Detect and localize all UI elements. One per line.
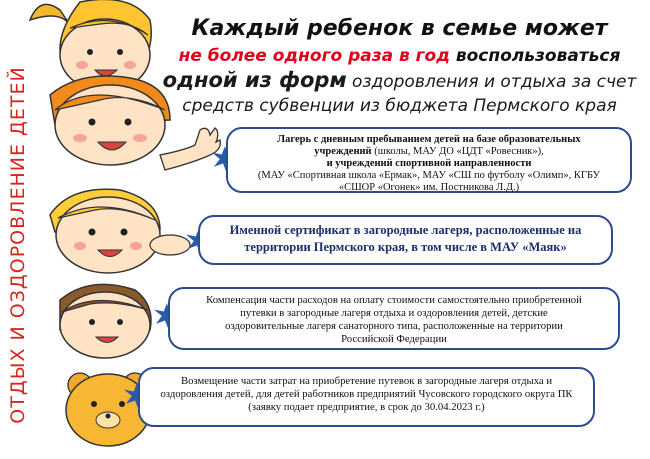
- box3-line-3: оздоровительные лагеря санаторного типа, расположенные на территории: [225, 320, 563, 332]
- box2-line-2: территории Пермского края, в том числе в МАУ «Маяк»: [244, 240, 567, 254]
- option-box-certificate: [198, 215, 613, 265]
- option-box-day-camp: [226, 127, 632, 193]
- box3-line-4: Российской Федерации: [341, 333, 447, 345]
- option-box-reimbursement: [138, 367, 595, 427]
- box4-line-3: (заявку подает предприятие, в срок до 30.04.2023 г.): [248, 401, 485, 413]
- child-face-4: [60, 284, 151, 358]
- box4-line-1: Возмещение части затрат на приобретение путевок в загородные лагеря отдыха и: [180, 375, 553, 387]
- box2-line-1: Именной сертификат в загородные лагеря, расположенные на: [229, 223, 582, 237]
- box1-line-3: и учреждений спортивной направленности: [326, 158, 532, 169]
- heading-line-2: [152, 44, 647, 68]
- box4-line-2: оздоровления детей, для детей работников предприятий Чусовского городского округа ПК: [160, 388, 573, 400]
- option-box-compensation: [168, 287, 620, 350]
- box3-line-1: Компенсация части расходов на оплату стоимости самостоятельно приобретенной: [206, 294, 582, 306]
- box1-line-2-bold: учреждений: [314, 146, 372, 157]
- box3-line-2: путевки в загородные лагеря отдыха и оздоровления детей, детские: [240, 307, 548, 319]
- heading: [152, 14, 647, 118]
- heading-line-3: [152, 68, 647, 94]
- heading-line-3-rest: оздоровления и отдыха за счет: [346, 72, 637, 92]
- box1-line-2-rest: (школы, МАУ ДО «ЦДТ «Ровесник»),: [371, 146, 544, 157]
- box1-line-4: (МАУ «Спортивная школа «Ермак», МАУ «СШ по футболу «Олимп», КГБУ: [257, 170, 601, 181]
- box1-line-5: «СШОР «Огонек» им. Постникова Л.Д.): [338, 182, 520, 193]
- vertical-title-text: ОТДЫХ И ОЗДОРОВЛЕНИЕ ДЕТЕЙ: [7, 66, 29, 424]
- child-face-3: [50, 189, 190, 273]
- heading-line-1: Каждый ребенок в семье может: [191, 16, 608, 41]
- box1-line-1: Лагерь с дневным пребыванием детей на базе образовательных: [277, 134, 581, 145]
- heading-highlight: не более одного раза в год: [178, 46, 450, 66]
- box1-line-2: [228, 146, 630, 158]
- heading-line-2-rest: воспользоваться: [449, 46, 621, 66]
- heading-line-4: средств субвенции из бюджета Пермского края: [182, 96, 617, 116]
- heading-line-3-bold: одной из форм: [162, 68, 347, 92]
